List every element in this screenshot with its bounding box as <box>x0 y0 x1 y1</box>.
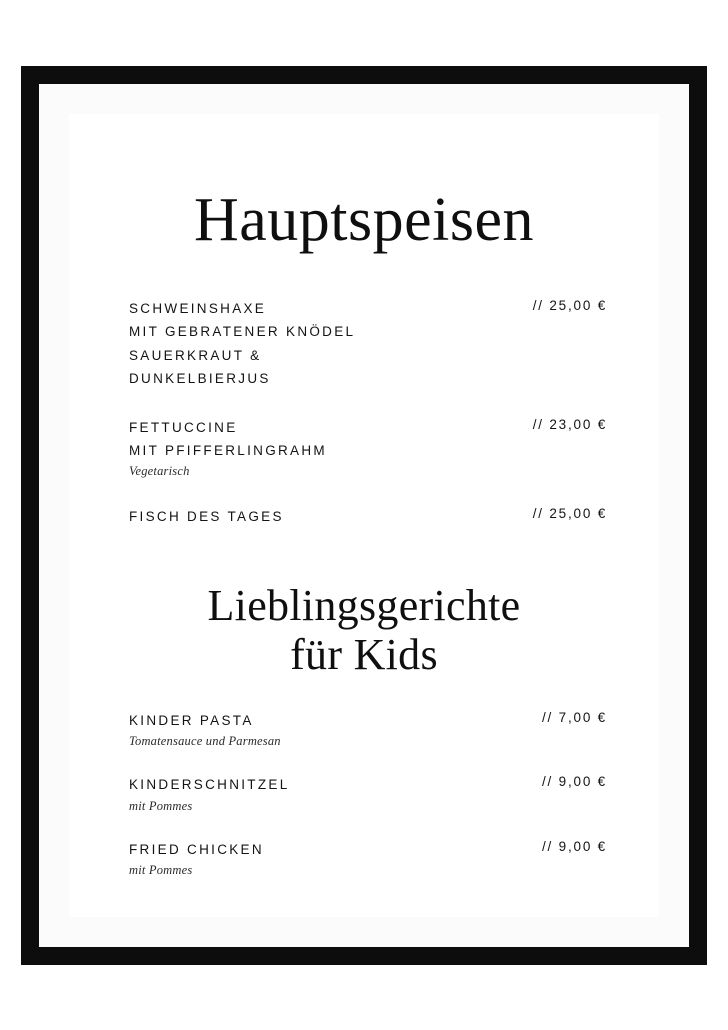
menu-sheet <box>69 114 659 917</box>
item-note: Vegetarisch <box>129 464 190 479</box>
item-name: KINDER PASTA <box>129 713 254 729</box>
item-note: mit Pommes <box>129 862 193 877</box>
list-item <box>115 838 613 878</box>
item-price: // 25,00 € <box>532 298 607 314</box>
item-price: // 25,00 € <box>532 506 607 522</box>
list-item <box>115 505 613 528</box>
item-price: // 7,00 € <box>542 710 607 726</box>
item-description <box>129 773 524 813</box>
item-name: SCHWEINSHAXE MIT GEBRATENER KNÖDEL SAUERKRAUT & DUNKELBIERJUS <box>129 301 356 386</box>
item-price: // 23,00 € <box>532 416 607 432</box>
item-note: Tomatensauce und Parmesan <box>129 734 281 749</box>
item-price: // 9,00 € <box>542 774 607 790</box>
item-name: KINDERSCHNITZEL <box>129 777 290 793</box>
item-description <box>129 709 524 749</box>
kids-course-list <box>115 709 613 878</box>
item-description <box>129 505 515 528</box>
item-description <box>129 297 515 390</box>
item-name: FRIED CHICKEN <box>129 841 264 857</box>
picture-frame <box>21 66 707 965</box>
list-item <box>115 297 613 390</box>
item-name: FISCH DES TAGES <box>129 509 284 525</box>
list-item <box>115 773 613 813</box>
main-course-list <box>115 297 613 529</box>
list-item <box>115 709 613 749</box>
page-title: Hauptspeisen <box>193 186 535 254</box>
item-description <box>129 838 524 878</box>
item-price: // 9,00 € <box>542 838 607 854</box>
list-item <box>115 416 613 479</box>
passepartout <box>39 84 689 947</box>
item-description <box>129 416 515 479</box>
kids-section-title: Lieblingsgerichte für Kids <box>207 580 521 679</box>
item-note: mit Pommes <box>129 798 193 813</box>
item-name: FETTUCCINE MIT PFIFFERLINGRAHM <box>129 419 327 459</box>
